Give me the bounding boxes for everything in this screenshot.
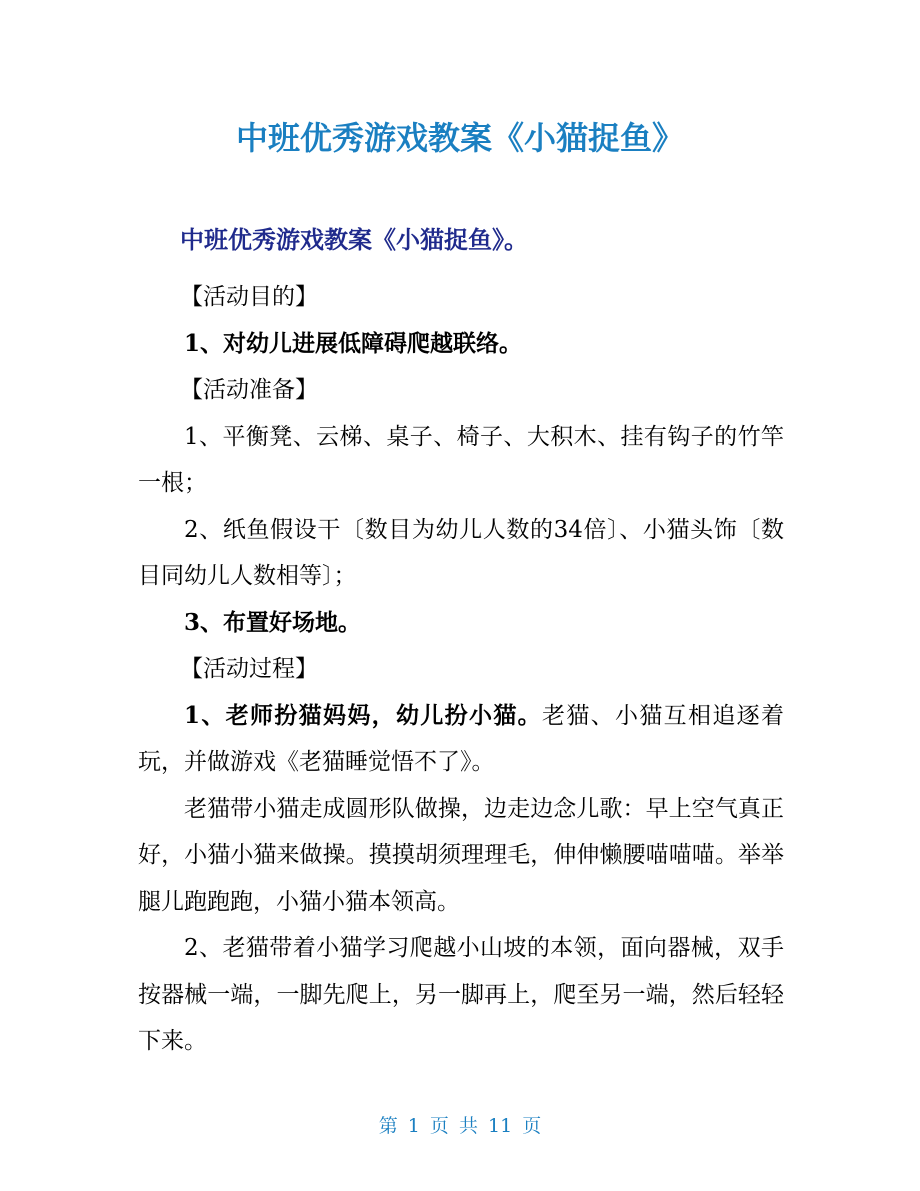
goal-item-1: 1、对幼儿进展低障碍爬越联络。 [184, 329, 523, 357]
preparation-item-1: 1、平衡凳、云梯、桌子、椅子、大积木、挂有钩子的竹竿一根； [138, 423, 784, 496]
process-item-1 [138, 693, 784, 786]
section-heading-process: 【活动过程】 [180, 656, 318, 682]
process-item-1-text: 老猫、小猫互相追逐着玩，并做游戏《老猫睡觉悟不了》。 [138, 702, 784, 775]
section-heading-preparation: 【活动准备】 [180, 377, 318, 403]
document-title: 中班优秀游戏教案《小猫捉鱼》 [235, 119, 684, 157]
document-subtitle: 中班优秀游戏教案《小猫捉鱼》。 [180, 226, 528, 254]
process-item-1-lead: 1、老师扮猫妈妈，幼儿扮小猫。 [184, 701, 542, 729]
section-heading-goal: 【活动目的】 [180, 284, 318, 310]
document-body [138, 274, 784, 1065]
preparation-item-3: 3、布置好场地。 [184, 608, 362, 636]
page-footer: 第 1 页 共 11 页 [378, 1115, 542, 1137]
process-item-1-song: 老猫带小猫走成圆形队做操，边走边念儿歌：早上空气真正好，小猫小猫来做操。摸摸胡须理理毛，伸伸懒腰喵喵喵。举举腿儿跑跑跑，小猫小猫本领高。 [138, 795, 784, 915]
preparation-item-2: 2、纸鱼假设干〔数目为幼儿人数的34倍〕、小猫头饰〔数目同幼儿人数相等〕； [138, 516, 784, 589]
process-item-2: 2、老猫带着小猫学习爬越小山坡的本领，面向器械，双手按器械一端，一脚先爬上，另一脚再上，爬至另一端，然后轻轻下来。 [138, 935, 784, 1054]
